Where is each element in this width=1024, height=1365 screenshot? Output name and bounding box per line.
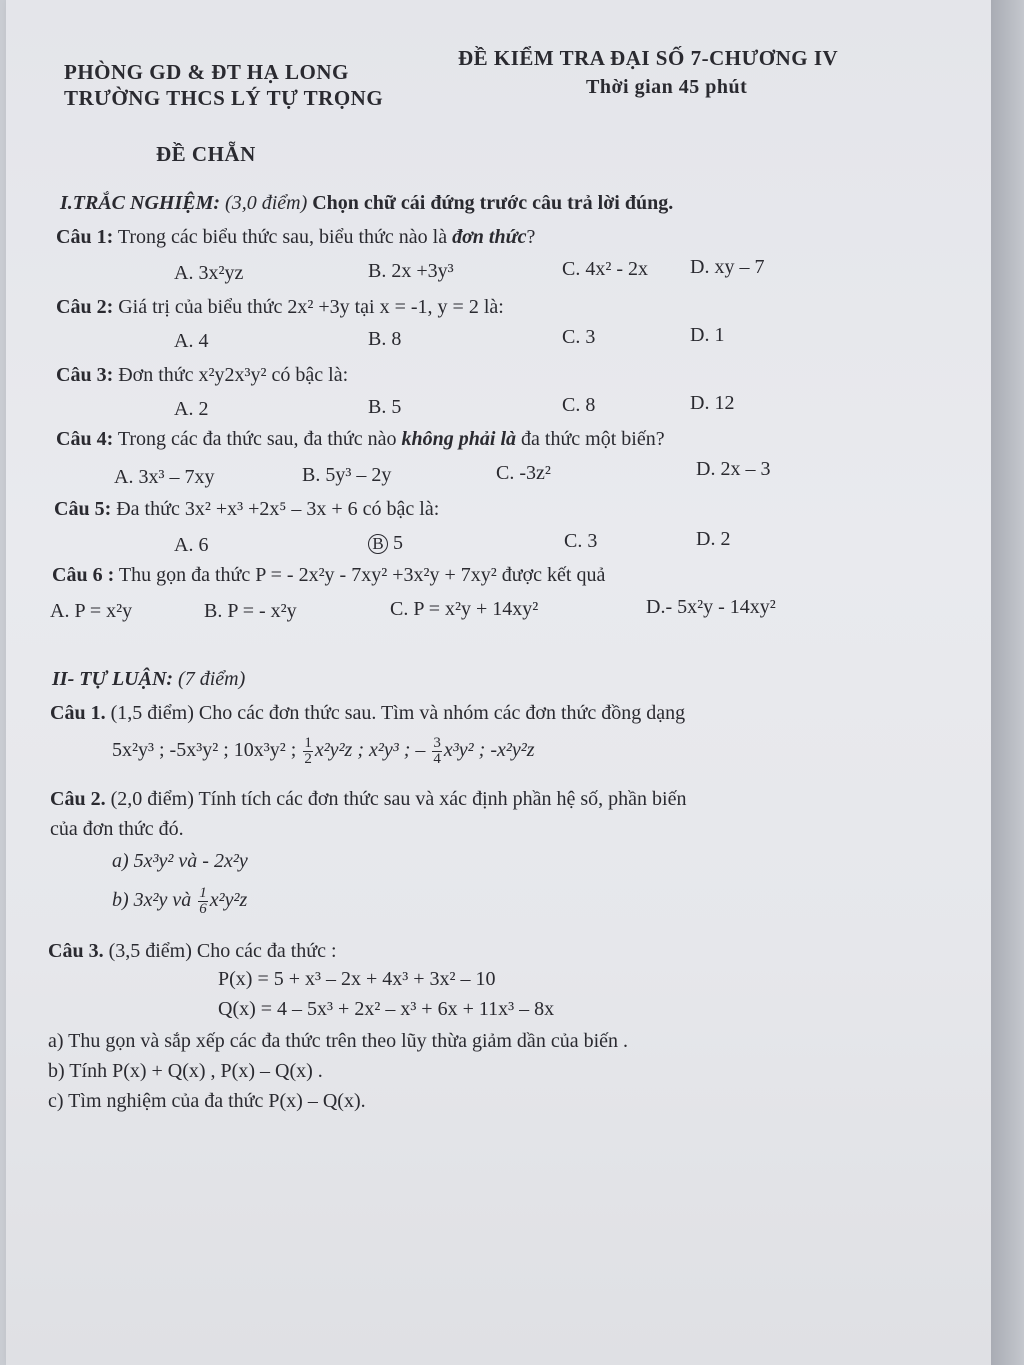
q6-option-b: B. P = - x²y — [204, 600, 297, 622]
question-2: Câu 2: Giá trị của biểu thức 2x² +3y tại x = -1, y = 2 là: — [56, 296, 504, 318]
q5-option-b: B 5 — [368, 532, 403, 555]
essay-q3-part-a: a) Thu gọn và sắp xếp các đa thức trên theo lũy thừa giảm dần của biến . — [48, 1030, 628, 1052]
q3-option-d: D. 12 — [690, 392, 735, 414]
q2-option-b: B. 8 — [368, 328, 402, 350]
essay-question-3: Câu 3. (3,5 điểm) Cho các đa thức : — [48, 940, 337, 962]
essay-q2-continued: của đơn thức đó. — [50, 818, 184, 840]
q6-option-c: C. P = x²y + 14xy² — [390, 598, 539, 620]
essay-q3-part-b: b) Tính P(x) + Q(x) , P(x) – Q(x) . — [48, 1060, 323, 1082]
header-school: TRƯỜNG THCS LÝ TỰ TRỌNG — [64, 86, 384, 110]
essay-q3-part-c: c) Tìm nghiệm của đa thức P(x) – Q(x). — [48, 1090, 366, 1112]
q1-option-b: B. 2x +3y³ — [368, 260, 454, 282]
q3-option-c: C. 8 — [562, 394, 596, 416]
q1-option-a: A. 3x²yz — [174, 262, 244, 284]
q3-option-b: B. 5 — [368, 396, 402, 418]
q5-option-a: A. 6 — [174, 534, 209, 556]
question-6: Câu 6 : Thu gọn đa thức P = - 2x²y - 7xy² +3x²y + 7xy² được kết quả — [52, 564, 606, 586]
q5-option-c: C. 3 — [564, 530, 598, 552]
essay-q2-part-a: a) 5x³y² và - 2x²y — [112, 850, 248, 872]
q5-option-d: D. 2 — [696, 528, 731, 550]
q2-option-d: D. 1 — [690, 324, 725, 346]
q4-option-a: A. 3x³ – 7xy — [114, 466, 215, 488]
part2-heading: II- TỰ LUẬN: (7 điểm) — [52, 668, 246, 690]
q3-option-a: A. 2 — [174, 398, 209, 420]
background-surface — [991, 0, 1024, 1365]
header-exam-title: ĐỀ KIỂM TRA ĐẠI SỐ 7-CHƯƠNG IV — [458, 46, 839, 70]
fraction-one-sixth: $\frac{1}{6}$ — [199, 885, 207, 917]
q2-option-a: A. 4 — [174, 330, 209, 352]
exam-paper — [6, 0, 991, 1365]
q1-option-c: C. 4x² - 2x — [562, 258, 648, 280]
q4-option-c: C. -3z² — [496, 462, 551, 484]
polynomial-p: P(x) = 5 + x³ – 2x + 4x³ + 3x² – 10 — [218, 968, 496, 990]
essay-question-2: Câu 2. (2,0 điểm) Tính tích các đơn thức sau và xác định phần hệ số, phần biến — [50, 788, 687, 810]
essay-q1-monomials: 5x²y³ ; -5x³y² ; 10x³y² ; $\frac{1}{2}$ x²y²z ; x²y³ ; – $\frac{3}{4}$ x³y² ; -x²y²z — [112, 735, 535, 767]
header-department: PHÒNG GD & ĐT HẠ LONG — [64, 60, 349, 84]
fraction-three-quarters: $\frac{3}{4}$ — [433, 735, 441, 767]
essay-q2-part-b: b) 3x²y và $\frac{1}{6}$ x²y²z — [112, 885, 248, 917]
q5-circled-answer-mark: B — [368, 534, 388, 554]
q4-option-d: D. 2x – 3 — [696, 458, 771, 480]
q6-option-a: A. P = x²y — [50, 600, 133, 622]
question-3: Câu 3: Đơn thức x²y2x³y² có bậc là: — [56, 364, 349, 386]
exam-code: ĐỀ CHẴN — [156, 142, 256, 166]
fraction-one-half: $\frac{1}{2}$ — [304, 735, 312, 767]
polynomial-q: Q(x) = 4 – 5x³ + 2x² – x³ + 6x + 11x³ – 8x — [218, 998, 555, 1020]
q4-option-b: B. 5y³ – 2y — [302, 464, 392, 486]
essay-question-1: Câu 1. (1,5 điểm) Cho các đơn thức sau. Tìm và nhóm các đơn thức đồng dạng — [50, 702, 686, 724]
question-4: Câu 4: Trong các đa thức sau, đa thức nào không phải là đa thức một biến? — [56, 428, 665, 450]
q2-option-c: C. 3 — [562, 326, 596, 348]
question-5: Câu 5: Đa thức 3x² +x³ +2x⁵ – 3x + 6 có bậc là: — [54, 498, 440, 520]
q1-option-d: D. xy – 7 — [690, 256, 765, 278]
q6-option-d: D.- 5x²y - 14xy² — [646, 596, 776, 618]
question-1: Câu 1: Trong các biểu thức sau, biểu thức nào là đơn thức? — [56, 226, 536, 248]
header-duration: Thời gian 45 phút — [586, 76, 748, 98]
part1-heading: I.TRẮC NGHIỆM: (3,0 điểm) Chọn chữ cái đứng trước câu trả lời đúng. — [60, 192, 674, 214]
